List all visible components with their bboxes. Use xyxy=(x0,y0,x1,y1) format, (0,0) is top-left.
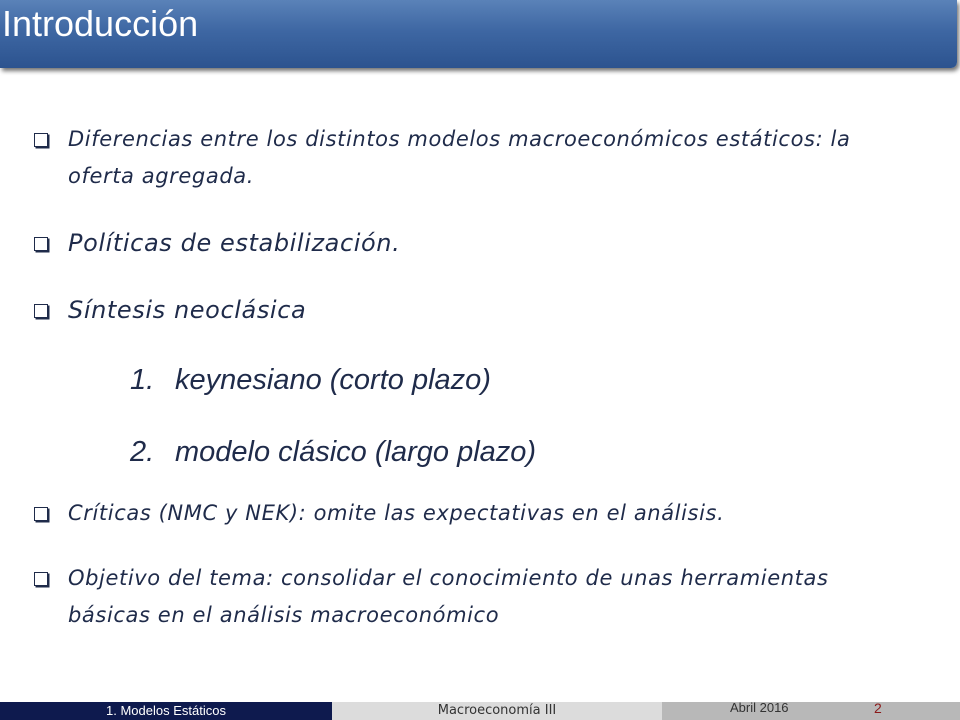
footer-right-panel xyxy=(662,702,960,720)
item-text: keynesiano (corto plazo) xyxy=(175,364,491,396)
numbered-item xyxy=(130,434,536,470)
item-text: modelo clásico (largo plazo) xyxy=(175,436,537,468)
checkbox-square-icon xyxy=(34,133,48,147)
title-bar xyxy=(0,0,957,68)
bullet-text: Políticas de estabilización. xyxy=(68,229,401,257)
checkbox-square-icon xyxy=(34,572,48,586)
item-number: 2. xyxy=(130,436,155,468)
checkbox-square-icon xyxy=(34,507,48,521)
footer-date: Abril 2016 xyxy=(730,700,789,715)
bullet-text: Críticas (NMC y NEK): omite las expectativas en el análisis. xyxy=(68,501,725,525)
bullet-item xyxy=(34,226,914,260)
checkbox-square-icon xyxy=(34,304,48,318)
numbered-item xyxy=(130,362,491,398)
footer xyxy=(0,702,960,720)
bullet-text: Síntesis neoclásica xyxy=(68,296,307,324)
bullet-text: Objetivo del tema: consolidar el conocimiento de unas herramientas básicas en el análisis macroeconómico xyxy=(68,566,829,627)
bullet-item xyxy=(34,495,914,532)
page-number: 2 xyxy=(874,700,882,716)
checkbox-square-icon xyxy=(34,237,48,251)
footer-course: Macroeconomía III xyxy=(332,702,662,720)
footer-chapter: 1. Modelos Estáticos xyxy=(0,702,332,720)
bullet-item xyxy=(34,560,834,634)
bullet-item xyxy=(34,293,914,327)
bullet-text: Diferencias entre los distintos modelos macroeconómicos estáticos: la oferta agregada. xyxy=(68,127,851,188)
item-number: 1. xyxy=(130,364,155,396)
slide-title: Introducción xyxy=(2,3,199,44)
bullet-item xyxy=(34,121,914,195)
